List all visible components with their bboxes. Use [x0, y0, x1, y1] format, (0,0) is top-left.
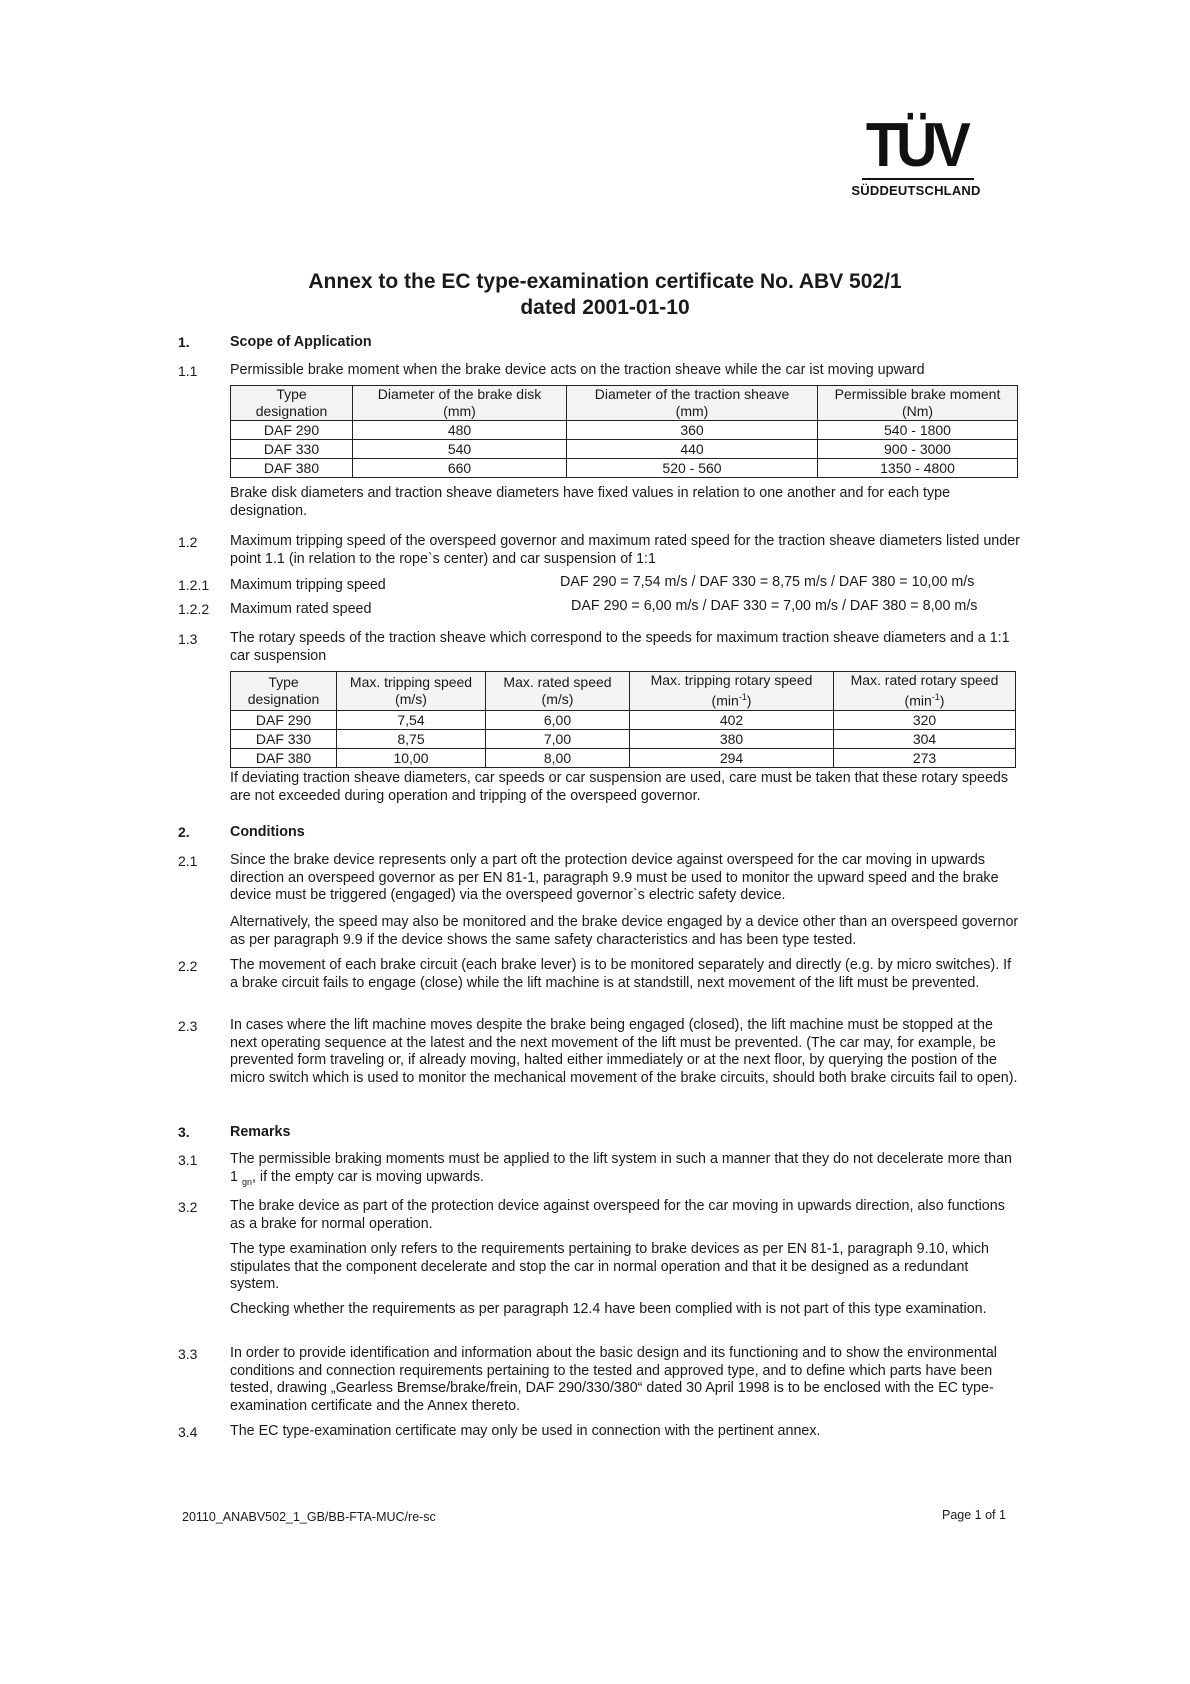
table-cell: 7,54 [337, 710, 486, 729]
note-text: If deviating traction sheave diameters, car speeds or car suspension are used, care must be taken that these rotary speeds are not exceeded during operation and tripping of the overspeed governor. [230, 770, 1009, 804]
clause-number: 1.2.2 [178, 601, 210, 617]
table-cell: 8,75 [337, 729, 486, 748]
clause-number: 1.2 [178, 534, 198, 550]
clause-number: 2.2 [178, 958, 198, 974]
section-number: 3. [178, 1124, 190, 1140]
table-header-cell: Max. tripping speed (m/s) [337, 672, 486, 711]
table-row [231, 710, 1016, 729]
clause-number: 1.1 [178, 363, 198, 379]
table-cell: DAF 380 [231, 459, 353, 478]
clause-number: 1.2.1 [178, 577, 210, 593]
table-row [231, 459, 1018, 478]
table-cell: 380 [630, 729, 834, 748]
document-date: dated 2001-01-10 [520, 296, 690, 319]
section-heading: Remarks [230, 1124, 291, 1140]
clause-text: Since the brake device represents only a part oft the protection device against overspeed for the car moving in upwards direction an overspeed governor as per EN 81-1, paragraph 9.9 must be used to monitor the upward speed and the brake device must be triggered (engaged) via the overspeed governor`s electric safety device. [230, 852, 999, 903]
note-text: Brake disk diameters and traction sheave diameters have fixed values in relation to one another and for each type designation. [230, 485, 951, 519]
clause-number: 3.2 [178, 1199, 198, 1215]
clause-text: The EC type-examination certificate may only be used in connection with the pertinent annex. [230, 1423, 821, 1439]
brake-moment-table [230, 385, 1018, 478]
rated-speed-values: DAF 290 = 6,00 m/s / DAF 330 = 7,00 m/s / DAF 380 = 8,00 m/s [571, 598, 978, 614]
section-heading: Conditions [230, 824, 305, 840]
clause-text: The permissible braking moments must be applied to the lift system in such a manner that they do not decelerate more than 1 $_{gn}$, if the empty car is moving upwards. [230, 1151, 1012, 1187]
clause-number: 1.3 [178, 631, 198, 647]
tuv-logo [846, 111, 986, 198]
clause-number: 3.4 [178, 1424, 198, 1440]
table-cell: 273 [834, 748, 1016, 767]
table-cell: 540 [353, 440, 567, 459]
table-cell: 540 - 1800 [818, 421, 1018, 440]
table-cell: 320 [834, 710, 1016, 729]
table-row [231, 421, 1018, 440]
logo-subtitle: SÜDDEUTSCHLAND [851, 183, 981, 198]
table-cell: 294 [630, 748, 834, 767]
table-header-row [231, 386, 1018, 421]
table-row [231, 748, 1016, 767]
clause-text: The brake device as part of the protection device against overspeed for the car moving in upwards direction, also functions as a brake for normal operation. [230, 1198, 1005, 1232]
table-cell: DAF 290 [231, 421, 353, 440]
table-header-cell: Max. rated speed (m/s) [486, 672, 630, 711]
clause-text: The movement of each brake circuit (each brake lever) is to be monitored separately and directly (e.g. by micro switches). If a brake circuit fails to engage (close) while the lift machine is at standstill, next movement of the lift must be prevented. [230, 957, 1012, 991]
table-header-row [231, 672, 1016, 711]
document-title: Annex to the EC type-examination certificate No. ABV 502/1 [308, 270, 902, 293]
clause-text: The type examination only refers to the requirements pertaining to brake devices as per EN 81-1, paragraph 9.10, which stipulates that the component decelerate and stop the car in normal operation and that it be designed as a redundant system. [230, 1241, 989, 1292]
clause-text: Alternatively, the speed may also be monitored and the brake device engaged by a device other than an overspeed governor as per paragraph 9.9 if the device shows the same safety characteristics and has been type tested. [230, 914, 1019, 948]
table-cell: 360 [567, 421, 818, 440]
table-cell: 480 [353, 421, 567, 440]
table-header-cell: Permissible brake moment (Nm) [818, 386, 1018, 421]
table-cell: 440 [567, 440, 818, 459]
clause-text: In cases where the lift machine moves despite the brake being engaged (closed), the lift machine must be stopped at the next operating sequence at the latest and the next movement of the lift must be prevented. (The car may, for example, be prevented form traveling or, if already moving, halted either immediately or at the next floor, by querying the postion of the micro switch which is used to monitor the mechanical movement of the brake circuits, should both brake circuits fail to open). [230, 1017, 1018, 1086]
table-cell: 8,00 [486, 748, 630, 767]
table-header-cell: Max. rated rotary speed $(\min^{-1})$ [834, 672, 1016, 711]
clause-number: 3.1 [178, 1152, 198, 1168]
clause-number: 2.1 [178, 853, 198, 869]
table-cell: 304 [834, 729, 1016, 748]
page-number: Page 1 of 1 [942, 1508, 1006, 1522]
table-row [231, 440, 1018, 459]
clause-number: 2.3 [178, 1018, 198, 1034]
table-cell: DAF 330 [231, 440, 353, 459]
clause-text: Checking whether the requirements as per paragraph 12.4 have been complied with is not part of this type examination. [230, 1301, 987, 1317]
table-cell: 1350 - 4800 [818, 459, 1018, 478]
clause-text: The rotary speeds of the traction sheave which correspond to the speeds for maximum traction sheave diameters and a 1:1 car suspension [230, 630, 1010, 664]
section-heading: Scope of Application [230, 334, 372, 350]
clause-number: 3.3 [178, 1346, 198, 1362]
table-cell: DAF 380 [231, 748, 337, 767]
table-cell: 900 - 3000 [818, 440, 1018, 459]
tripping-speed-values: DAF 290 = 7,54 m/s / DAF 330 = 8,75 m/s / DAF 380 = 10,00 m/s [560, 574, 975, 590]
logo-mark: TÜV [865, 111, 967, 180]
table-cell: 520 - 560 [567, 459, 818, 478]
section-number: 2. [178, 824, 190, 840]
section-number: 1. [178, 334, 190, 350]
table-cell: 660 [353, 459, 567, 478]
clause-label: Maximum tripping speed [230, 577, 386, 593]
table-header-cell: Diameter of the brake disk (mm) [353, 386, 567, 421]
clause-text: Maximum tripping speed of the overspeed governor and maximum rated speed for the traction sheave diameters listed under point 1.1 (in relation to the rope`s center) and car suspension of 1:1 [230, 533, 1020, 567]
table-header-cell: Type designation [231, 386, 353, 421]
table-cell: 402 [630, 710, 834, 729]
table-header-cell: Type designation [231, 672, 337, 711]
clause-text: In order to provide identification and information about the basic design and its functioning and to show the environmental conditions and connection requirements pertaining to the tested and approved type, and to define which parts have been tested, drawing „Gearless Bremse/brake/frein, DAF 290/330/380“ dated 30 April 1998 is to be enclosed with the EC type-examination certificate and the Annex thereto. [230, 1345, 997, 1414]
table-cell: DAF 290 [231, 710, 337, 729]
document-reference: 20110_ANABV502_1_GB/BB-FTA-MUC/re-sc [182, 1510, 436, 1524]
table-cell: 6,00 [486, 710, 630, 729]
table-header-cell: Max. tripping rotary speed $(\min^{-1})$ [630, 672, 834, 711]
table-cell: 7,00 [486, 729, 630, 748]
table-header-cell: Diameter of the traction sheave (mm) [567, 386, 818, 421]
clause-text: Permissible brake moment when the brake device acts on the traction sheave while the car ist moving upward [230, 362, 925, 378]
table-cell: DAF 330 [231, 729, 337, 748]
table-row [231, 729, 1016, 748]
table-cell: 10,00 [337, 748, 486, 767]
rotary-speed-table [230, 671, 1016, 768]
clause-label: Maximum rated speed [230, 601, 372, 617]
